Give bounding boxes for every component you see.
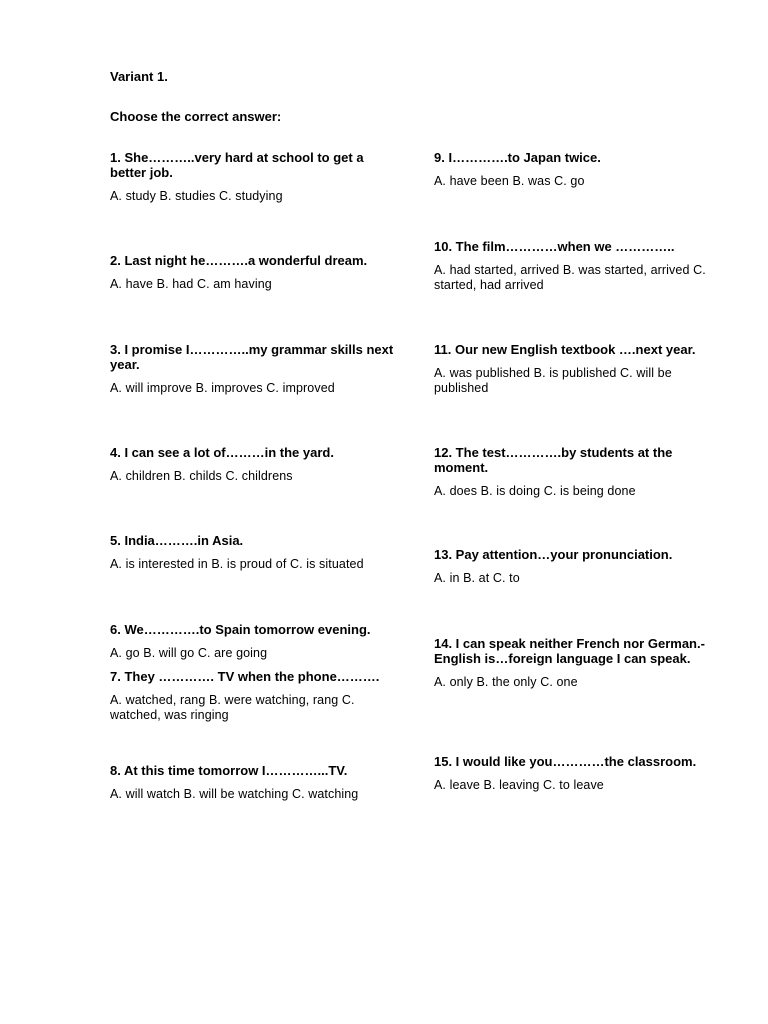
answer-options: A. leave B. leaving C. to leave	[434, 778, 604, 792]
answer-options: A. will watch B. will be watching C. watching	[110, 787, 359, 801]
question-13	[434, 547, 724, 586]
answer-options: A. in B. at C. to	[434, 571, 520, 585]
answer-options: A. children B. childs C. childrens	[110, 469, 293, 483]
answer-options: A. is interested in B. is proud of C. is situated	[110, 557, 364, 571]
question-10	[434, 239, 724, 293]
question-1	[110, 150, 400, 204]
question-text: 4. I can see a lot of………in the yard.	[110, 445, 334, 460]
question-text: 13. Pay attention…your pronunciation.	[434, 547, 673, 562]
answer-options: A. does B. is doing C. is being done	[434, 484, 636, 498]
question-text: 8. At this time tomorrow I…………...TV.	[110, 763, 348, 778]
answer-options: A. go B. will go C. are going	[110, 646, 268, 660]
answer-options: A. study B. studies C. studying	[110, 189, 283, 203]
question-11	[434, 342, 724, 396]
question-15	[434, 754, 724, 793]
answer-options: A. have been B. was C. go	[434, 174, 585, 188]
question-text: 9. I………….to Japan twice.	[434, 150, 601, 165]
question-14	[434, 636, 724, 690]
answer-options: A. have B. had C. am having	[110, 277, 272, 291]
answer-options: A. watched, rang B. were watching, rang C. watched, was ringing	[110, 693, 355, 722]
question-text: 10. The film…………when we …………..	[434, 239, 675, 254]
variant-title: Variant 1.	[110, 69, 168, 84]
question-text: 2. Last night he……….a wonderful dream.	[110, 253, 368, 268]
question-7	[110, 669, 400, 723]
question-4	[110, 445, 400, 484]
question-3	[110, 342, 400, 396]
question-2	[110, 253, 400, 292]
question-text: 3. I promise I…………..my grammar skills next year.	[110, 342, 394, 372]
question-text: 11. Our new English textbook ….next year.	[434, 342, 696, 357]
answer-options: A. only B. the only C. one	[434, 675, 578, 689]
question-5	[110, 533, 400, 572]
question-12	[434, 445, 724, 499]
answer-options: A. will improve B. improves C. improved	[110, 381, 335, 395]
question-text: 12. The test………….by students at the moment.	[434, 445, 673, 475]
question-8	[110, 763, 400, 802]
answer-options: A. had started, arrived B. was started, arrived C. started, had arrived	[434, 263, 706, 292]
question-text: 5. India……….in Asia.	[110, 533, 244, 548]
question-text: 1. She………..very hard at school to get a better job.	[110, 150, 364, 180]
instructions: Choose the correct answer:	[110, 109, 282, 124]
question-text: 6. We………….to Spain tomorrow evening.	[110, 622, 371, 637]
question-6	[110, 622, 400, 661]
question-text: 7. They …………. TV when the phone……….	[110, 669, 380, 684]
question-9	[434, 150, 724, 189]
question-text: 14. I can speak neither French nor German.- English is…foreign language I can speak.	[434, 636, 705, 666]
question-text: 15. I would like you…………the classroom.	[434, 754, 697, 769]
answer-options: A. was published B. is published C. will be published	[434, 366, 672, 395]
